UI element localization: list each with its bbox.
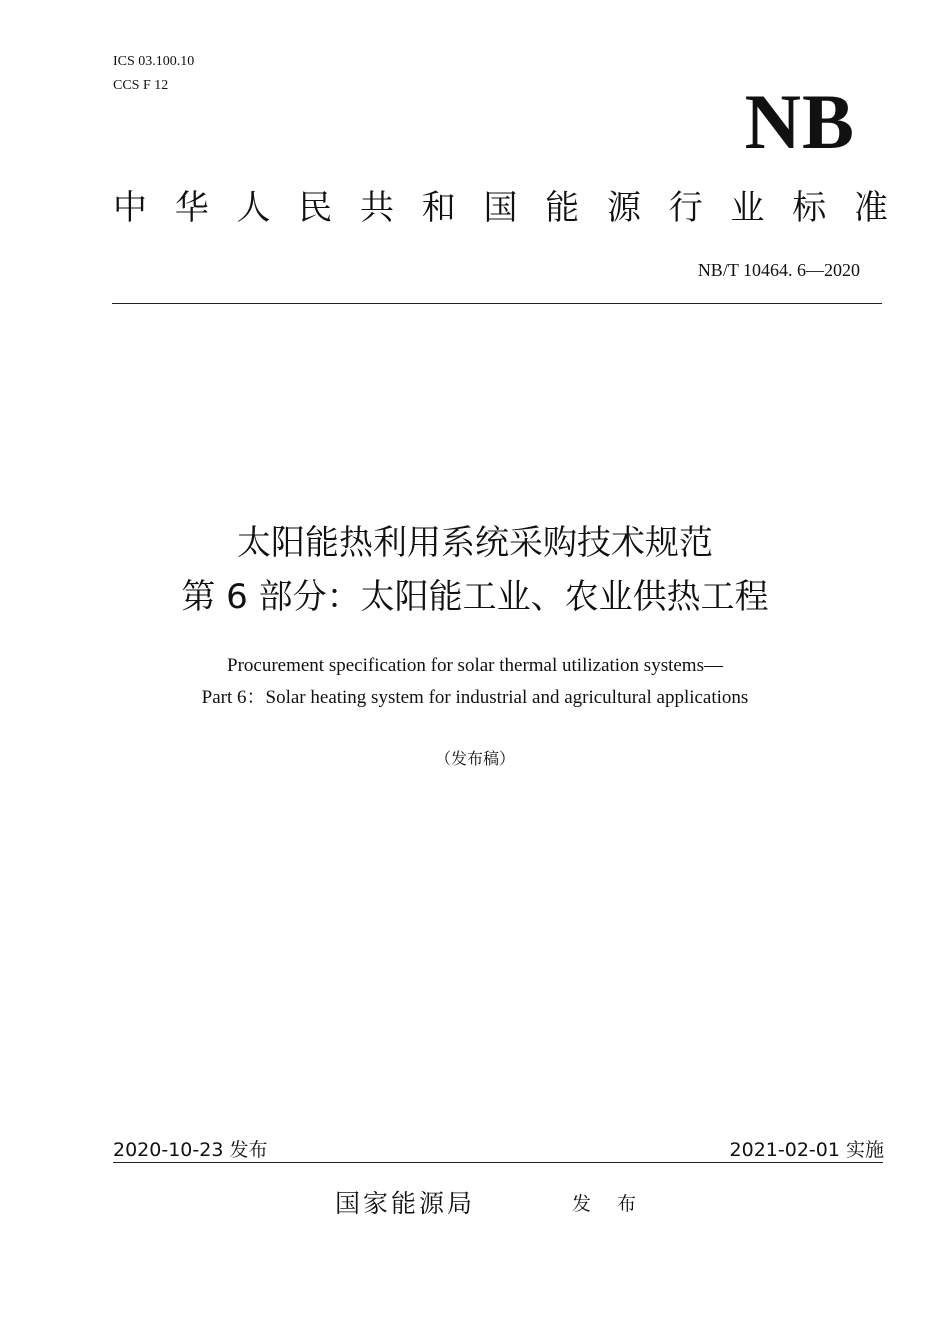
standard-title-char: 共 xyxy=(360,188,394,228)
standard-number: NB/T 10464. 6—2020 xyxy=(697,260,860,280)
standard-title-char: 和 xyxy=(421,188,456,228)
standard-title-char: 标 xyxy=(792,188,827,228)
ics-code: ICS 03.100.10 xyxy=(113,54,195,69)
standard-category-title xyxy=(113,186,888,230)
document-title-en xyxy=(0,650,950,714)
publisher-name: 国家能源局 xyxy=(335,1189,476,1218)
footer-divider xyxy=(113,1162,883,1163)
standard-title-char: 华 xyxy=(174,188,209,228)
standard-title-char: 行 xyxy=(668,188,703,228)
title-zh-line-2: 第 6 部分：太阳能工业、农业供热工程 xyxy=(181,577,769,617)
nb-logo: NB xyxy=(744,78,855,165)
title-zh-line-1: 太阳能热利用系统采购技术规范 xyxy=(237,523,713,563)
standard-title-char: 准 xyxy=(854,188,888,228)
issue-date: 2020-10-23 发布 xyxy=(113,1139,268,1161)
classification-codes xyxy=(113,50,194,98)
ccs-code: CCS F 12 xyxy=(113,78,169,93)
standard-title-char: 能 xyxy=(545,188,580,228)
standard-title-char: 业 xyxy=(730,188,765,228)
publish-label: 发 布 xyxy=(572,1193,647,1215)
standard-title-char: 中 xyxy=(113,188,147,228)
standard-title-char: 源 xyxy=(607,188,641,228)
draft-label: （发布稿） xyxy=(434,749,515,768)
standard-title-char: 民 xyxy=(298,188,333,228)
title-en-line-1: Procurement specification for solar thermal utilization systems— xyxy=(227,655,723,676)
title-en-line-2: Part 6：Solar heating system for industrial and agricultural applications xyxy=(201,687,749,708)
standard-title-char: 人 xyxy=(236,188,271,228)
standard-title-char: 国 xyxy=(483,188,518,228)
implementation-date: 2021-02-01 实施 xyxy=(729,1139,884,1161)
document-title-zh xyxy=(0,516,950,624)
header-divider xyxy=(112,303,882,304)
